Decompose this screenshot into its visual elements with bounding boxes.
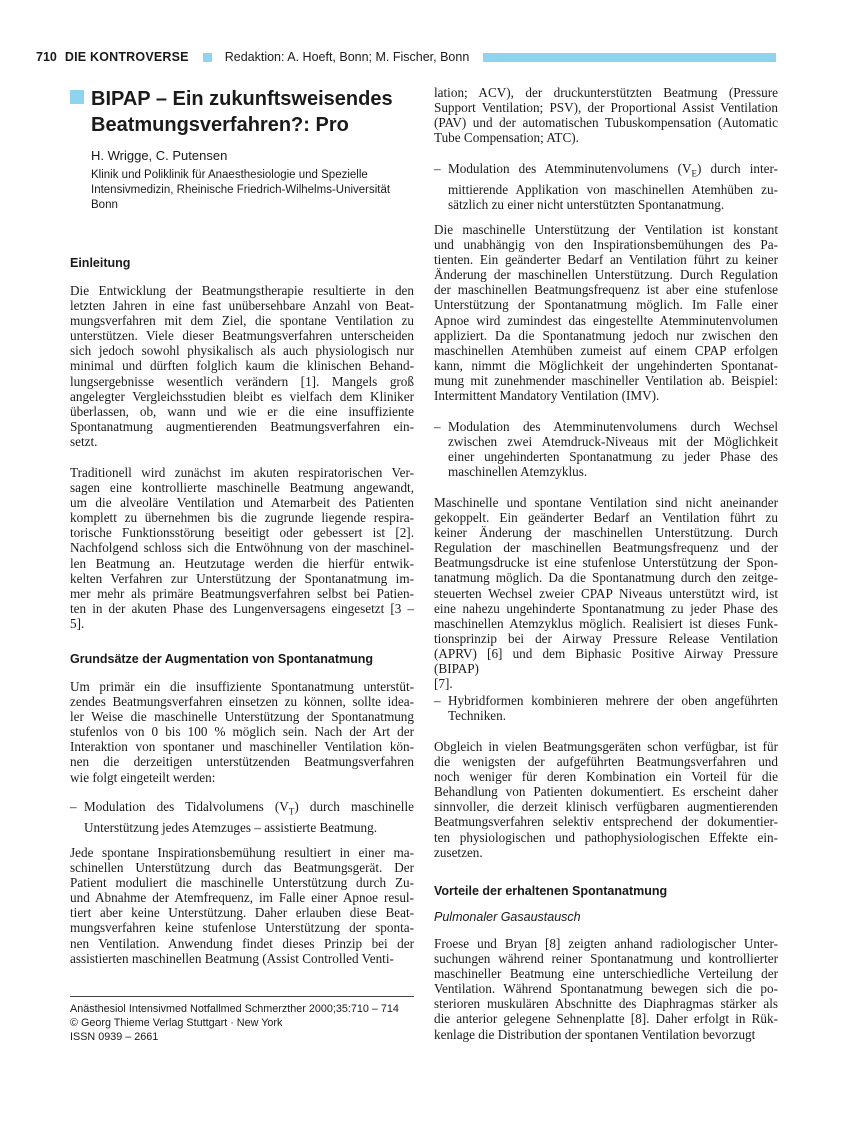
paragraph	[434, 739, 778, 860]
title-line: Beatmungsverfahren?: Pro	[91, 114, 349, 136]
paragraph	[70, 283, 414, 449]
text-line: eine nahezu ungehinderte Spontanatmung zu jeder Phase des	[434, 600, 778, 616]
text-line: komplett zu übernehmen bis die zugrunde liegende respira-	[70, 510, 414, 526]
text-line: keiner Änderung der maschinellen Unterstützung. Durch	[434, 525, 778, 541]
text-line: stufenlos von 0 bis 100 % möglich sein. Nach der Art der	[70, 724, 414, 740]
text-line: Traditionell wird zunächst im akuten respiratorischen Ver-	[70, 465, 414, 480]
citation-footer	[70, 1002, 399, 1045]
list-item	[434, 161, 778, 212]
text-line: Interaktion von spontaner und maschineller Ventilation kön-	[70, 739, 414, 755]
text-line: Nachfolgend schloss sich die Entwöhnung von der maschinel-	[70, 540, 414, 556]
text-line: lungsergebnisse wesentlich verändern [1]. Mangels groß	[70, 373, 414, 389]
title-line: BIPAP – Ein zukunftsweisendes	[91, 88, 393, 110]
text-line: zwischen zwei Atemdruck-Niveaus mit der Möglichkeit	[448, 434, 778, 450]
heading-vorteile: Vorteile der erhaltenen Spontanatmung	[434, 884, 668, 898]
list-item	[434, 693, 778, 723]
text-line: Die maschinelle Unterstützung der Ventilation ist konstant	[434, 222, 778, 237]
text-line: maschineller Beatmung eine unterschiedliche Verteilung der	[434, 966, 778, 982]
text-line: ler Weise die maschinelle Unterstützung der Spontanatmung	[70, 709, 414, 725]
text-line: ten physiologischen und pathophysiologischen Effekte ein-	[434, 829, 778, 845]
text-line: einer ungehinderten Spontanatmung zu jeder Phase des	[448, 449, 778, 465]
subheading-pulmonal: Pulmonaler Gasaustausch	[434, 910, 581, 924]
article-title-block	[70, 86, 414, 138]
title-square-ornament	[70, 90, 84, 104]
text-line: appliziert. Da die Spontanatmung jedoch nur zwischen den	[434, 327, 778, 343]
text-line: um die alveoläre Ventilation und Atemarbeit des Patienten	[70, 495, 414, 511]
affiliation-line: Klinik und Poliklinik für Anaesthesiologie und Spezielle	[91, 169, 368, 181]
paragraph	[70, 679, 414, 785]
editors-line: Redaktion: A. Hoeft, Bonn; M. Fischer, Bonn	[224, 50, 470, 64]
publisher-line: © Georg Thieme Verlag Stuttgart · New York	[70, 1017, 283, 1030]
text-line: suchungen während reiner Spontanatmung und kontrollierter	[434, 951, 778, 967]
text-line: maschinellen Atemzyklus möglich. Realisiert ist dieses Funk-	[434, 615, 778, 631]
text-line: Patient moduliert die maschinelle Unterstützung durch Zu-	[70, 875, 414, 891]
text-span: ) durch maschinelle	[294, 799, 414, 814]
list-item	[70, 799, 414, 835]
text-line: Unterstützung jedes Atemzuges – assistierte Beatmung.	[84, 819, 377, 835]
text-line: mittierende Applikation von maschinellen Atemhüben zu-	[448, 181, 778, 197]
text-line: Jede spontane Inspirationsbemühung resultiert in einer ma-	[70, 845, 414, 860]
text-line: sagen eine kontrollierte maschinelle Beatmung angewandt,	[70, 480, 414, 496]
text-line: Modulation des Atemminutenvolumens durch Wechsel	[448, 419, 778, 434]
list-item-text	[84, 799, 414, 835]
list-item-text	[448, 161, 778, 212]
list-dash: –	[434, 693, 441, 708]
text-line: mung mit zunehmender maschineller Ventilation ab. Beispiel:	[434, 372, 778, 388]
text-line: len Beatmung an. Heutzutage werden die hierfür entwik-	[70, 555, 414, 571]
text-line: tionsprinzip bei der Airway Pressure Release Ventilation	[434, 630, 778, 646]
text-line: mer mehr als primäre Beatmungsverfahren selbst bei Patien-	[70, 585, 414, 601]
text-line: unterstützen. Viele dieser Beatmungsverfahren unterscheiden	[70, 328, 414, 344]
issn-line: ISSN 0939 – 2661	[70, 1031, 159, 1044]
text-line: sich jedoch sowohl physikalisch als auch physiologisch nur	[70, 343, 414, 359]
text-line: maschinellen Atemzyklus.	[448, 464, 588, 480]
article-title	[91, 86, 414, 138]
affiliation	[91, 168, 411, 213]
text-line: minimal und dürften folglich kaum die klinischen Behand-	[70, 358, 414, 374]
paragraph	[434, 222, 778, 403]
running-header	[36, 48, 776, 66]
paragraph	[434, 85, 778, 145]
text-line: wie folgt eingeteilt werden:	[70, 769, 216, 785]
text-line: lation; ACV), der druckunterstützten Beatmung (Pressure	[434, 85, 778, 100]
text-line	[84, 799, 414, 820]
text-line: Regulation der maschinellen Beatmungsfrequenz und der	[434, 540, 778, 556]
text-line: Beatmungsverfahren selektiv entsprechend der dokumentier-	[434, 814, 778, 830]
text-line: überlassen, ob, wann und wie er die eine insuffiziente	[70, 403, 414, 419]
text-line: gekoppelt. Ein geänderter Bedarf an Ventilation führt zu	[434, 510, 778, 526]
text-line	[448, 161, 778, 182]
subscript: E	[691, 168, 698, 179]
text-line: (APRV) [6] und dem Biphasic Positive Airway Pressure (BIPAP)	[434, 645, 778, 677]
text-span: Modulation des Atemminutenvolumens (V	[448, 161, 692, 176]
text-line: der maschinellen Beatmungsfrequenz ist aber eine stufenlose	[434, 282, 778, 298]
page-number: 710	[36, 50, 57, 64]
text-line: und Abnahme der Atemfrequenz, im Falle einer Apnoe resul-	[70, 890, 414, 906]
text-line: tanatmung möglich. Da die Spontanatmung durch den zeitge-	[434, 570, 778, 586]
heading-einleitung: Einleitung	[70, 256, 131, 270]
text-line: Apnoe wird zumindest das eingestellte Atemminutenvolumen	[434, 312, 778, 328]
text-line: assistierten maschinellen Beatmung (Assist Controlled Venti-	[70, 950, 394, 966]
text-line: sterioren muskulären Abschnitte des Diaphragmas stärker als	[434, 996, 778, 1012]
text-line: noch weniger für deren Kombination ein Vorteil für die	[434, 769, 778, 785]
text-line: Techniken.	[448, 708, 507, 724]
text-line: maschinellen Atemhüben zumeist auf einem CPAP erfolgen	[434, 342, 778, 358]
text-line: die wenigsten der aufgeführten Beatmungsverfahren und	[434, 754, 778, 770]
list-item-text	[448, 419, 778, 479]
text-span: Modulation des Tidalvolumens (V	[84, 799, 289, 814]
text-line: mungsverfahren mit dem Ziel, die spontane Ventilation zu	[70, 313, 414, 329]
text-line: kelten Verfahren zur Unterstützung der Spontanatmung im-	[70, 570, 414, 586]
paragraph	[70, 465, 414, 631]
text-line: setzt.	[70, 433, 98, 449]
list-item-lines	[448, 182, 778, 212]
text-line: zusetzen.	[434, 844, 483, 860]
text-line: torische Funktionsstörung beseitigt oder gebessert ist [2].	[70, 525, 414, 541]
text-line: 5].	[70, 615, 85, 631]
list-item	[434, 419, 778, 479]
header-color-bar	[483, 53, 776, 62]
text-line: (PAV) und der automatischen Tubuskompensation (Automatic	[434, 115, 778, 131]
text-span: ) durch inter-	[697, 161, 778, 176]
footer-rule	[70, 996, 414, 997]
text-line: nen Ventilation. Anwendung findet dieses Prinzip bei der	[70, 935, 414, 951]
list-item-text	[448, 693, 778, 723]
text-line: Beatmungsdrucke ist eine stufenlose Unterstützung der Spon-	[434, 555, 778, 571]
header-square-ornament	[203, 53, 212, 62]
text-line: zendes Beatmungsverfahren einsetzen zu können, sollte idea-	[70, 694, 414, 710]
text-line: sätzlich zu einer nicht unterstützten Spontanatmung.	[448, 196, 725, 212]
list-dash: –	[434, 161, 441, 176]
text-line: Support Ventilation; PSV), der Proportional Assist Ventilation	[434, 100, 778, 116]
affiliation-line: Intensivmedizin, Rheinische Friedrich-Wilhelms-Universität	[91, 184, 391, 196]
text-line: und unabhängig von den Inspirationsbemühungen des Pa-	[434, 237, 778, 253]
text-line: tienten. Ein geänderter Bedarf an Ventilation führt zu keiner	[434, 252, 778, 268]
text-line: steuerten Wechsel zweier CPAP Niveaus unterstützt wird, ist	[434, 585, 778, 601]
section-label: DIE KONTROVERSE	[64, 50, 189, 64]
subscript: T	[288, 806, 295, 817]
text-line: Unterstützung der Spontanatmung möglich. Im Falle einer	[434, 297, 778, 313]
text-line: Behandlung von Patienten dokumentiert. Es erscheint daher	[434, 784, 778, 800]
list-dash: –	[434, 419, 441, 434]
text-line: Hybridformen kombinieren mehrere der oben angeführten	[448, 693, 778, 708]
paragraph	[70, 845, 414, 966]
text-line: Änderung der maschinellen Unterstützung. Durch Regulation	[434, 267, 778, 283]
text-line: Tube Compensation; ATC).	[434, 130, 579, 146]
text-line: Die Entwicklung der Beatmungstherapie resultierte in den	[70, 283, 414, 298]
text-line: tiert aber keine Unterstützung. Daher erlauben diese Beat-	[70, 905, 414, 921]
text-line: ten in der akuten Phase des Lungenversagens eingesetzt [3 –	[70, 600, 414, 616]
text-line: Obgleich in vielen Beatmungsgeräten schon verfügbar, ist für	[434, 739, 778, 754]
text-line: Maschinelle und spontane Ventilation sind nicht aneinander	[434, 495, 778, 510]
list-dash: –	[70, 799, 77, 814]
text-line: Um primär ein die insuffiziente Spontanatmung unterstüt-	[70, 679, 414, 694]
paragraph	[434, 936, 778, 1042]
text-line: Intermittent Mandatory Ventilation (IMV).	[434, 388, 660, 404]
text-line: Spontanatmung augmentierenden Beatmungsverfahren ein-	[70, 418, 414, 434]
paragraph	[434, 495, 778, 691]
text-line: die anterior gelegene Sehnenplatte [8]. Daher erfolgt in Rük-	[434, 1011, 778, 1027]
text-line: mungsverfahren keine stufenlose Unterstützung der sponta-	[70, 920, 414, 936]
text-line: sinnvoller, die derzeit klinisch verfügbaren augmentierenden	[434, 799, 778, 815]
citation-line: Anästhesiol Intensivmed Notfallmed Schmerzther 2000;35:710 – 714	[70, 1003, 399, 1015]
text-line: nen die derzeitigen unterstützenden Beatmungsverfahren	[70, 754, 414, 770]
text-line: Ventilation. Während Spontanatmung bewegen sich die po-	[434, 981, 778, 997]
text-line: kenlage die Distribution der spontanen Ventilation bevorzugt	[434, 1026, 756, 1042]
heading-grundsaetze: Grundsätze der Augmentation von Spontanatmung	[70, 652, 374, 666]
text-line: angelegter Vergleichsstudien bleibt es vielfach dem Kliniker	[70, 388, 414, 404]
text-line: kann, nimmt die Möglichkeit der ungehinderten Spontanat-	[434, 357, 778, 373]
text-line: [7].	[434, 676, 453, 692]
affiliation-line: Bonn	[91, 199, 118, 211]
text-line: letzten Jahren in eine fast unübersehbare Anzahl von Beat-	[70, 298, 414, 314]
authors: H. Wrigge, C. Putensen	[91, 148, 228, 163]
text-line: Froese und Bryan [8] zeigten anhand radiologischer Unter-	[434, 936, 778, 951]
text-line: schinellen Unterstützung durch das Beatmungsgerät. Der	[70, 860, 414, 876]
